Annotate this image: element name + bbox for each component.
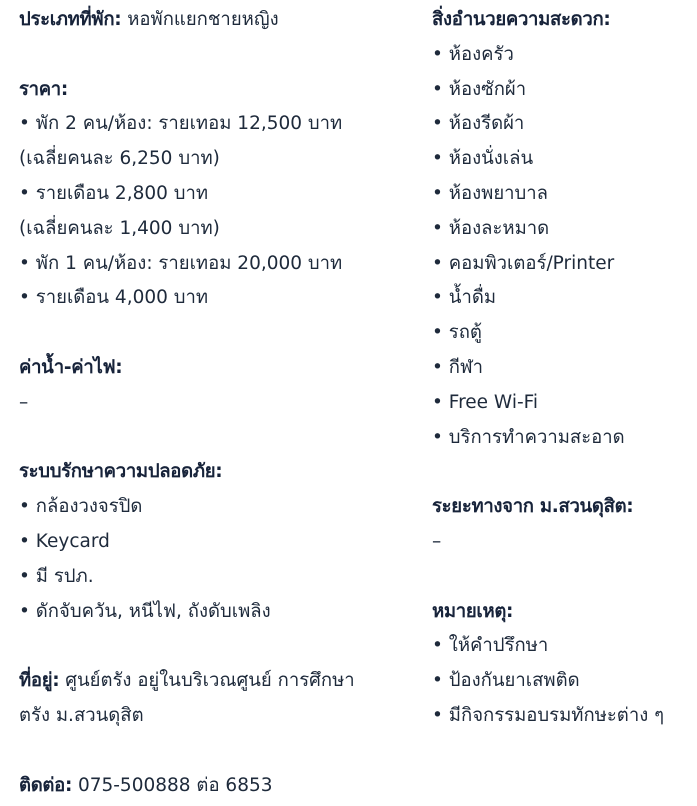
- facility-item: • น้ำดื่ม: [432, 287, 497, 309]
- dorm-type-label: ประเภทที่พัก:: [19, 9, 122, 30]
- left-column: [19, 6, 419, 806]
- spacer: [19, 737, 419, 772]
- facility-item: • ห้องรีดผ้า: [432, 113, 525, 135]
- price-line: (เฉลี่ยคนละ 6,250 บาท): [19, 148, 220, 170]
- facility-item: • ห้องครัว: [432, 43, 514, 65]
- facility-item: • ห้องนั่งเล่น: [432, 148, 534, 170]
- address-value-continued: ตรัง ม.สวนดุสิต: [19, 704, 144, 726]
- price-line: • รายเดือน 2,800 บาท: [19, 182, 209, 204]
- dorm-type-value: หอพักแยกชายหญิง: [121, 9, 279, 30]
- contact-value: 075-500888 ต่อ 6853: [72, 774, 273, 796]
- price-line: (เฉลี่ยคนละ 1,400 บาท): [19, 217, 220, 239]
- facility-item: • ห้องพยาบาล: [432, 182, 549, 204]
- price-line: • รายเดือน 4,000 บาท: [19, 287, 209, 309]
- security-label: ระบบรักษาความปลอดภัย:: [19, 461, 223, 483]
- security-item: • มี รปภ.: [19, 565, 94, 587]
- note-item: • ให้คำปรึกษา: [432, 635, 549, 657]
- address-label: ที่อยู่:: [19, 670, 60, 692]
- utility-label: ค่าน้ำ-ค่าไฟ:: [19, 356, 123, 378]
- price-line: • พัก 1 คน/ห้อง: รายเทอม 20,000 บาท: [19, 252, 343, 274]
- spacer: [19, 424, 419, 459]
- spacer: [19, 41, 419, 76]
- spacer: [432, 563, 694, 598]
- note-item: • มีกิจกรรมอบรมทักษะต่าง ๆ: [432, 704, 665, 726]
- utility-value: –: [19, 391, 29, 413]
- address-line: [19, 667, 419, 702]
- contact-label: ติดต่อ:: [19, 774, 73, 796]
- facility-item: • Free Wi-Fi: [432, 391, 539, 413]
- spacer: [19, 319, 419, 354]
- distance-value: –: [432, 530, 442, 552]
- facility-item: • ห้องซักผ้า: [432, 78, 527, 100]
- address-value: ศูนย์ตรัง อยู่ในบริเวณศูนย์ การศึกษา: [59, 670, 355, 692]
- distance-label: ระยะทางจาก ม.สวนดุสิต:: [432, 496, 634, 518]
- security-item: • Keycard: [19, 530, 110, 552]
- facility-item: • รถตู้: [432, 322, 482, 344]
- facility-item: • ห้องละหมาด: [432, 217, 550, 239]
- note-item: • ป้องกันยาเสพติด: [432, 670, 580, 692]
- facility-item: • กีฬา: [432, 356, 484, 378]
- contact-line: [19, 772, 419, 806]
- price-line: • พัก 2 คน/ห้อง: รายเทอม 12,500 บาท: [19, 113, 343, 135]
- dorm-type-line: [19, 6, 419, 41]
- spacer: [432, 458, 694, 493]
- notes-label: หมายเหตุ:: [432, 600, 514, 622]
- facilities-label: สิ่งอำนวยความสะดวก:: [432, 9, 611, 30]
- security-item: • ดักจับควัน, หนีไฟ, ถังดับเพลิง: [19, 600, 271, 622]
- spacer: [19, 632, 419, 667]
- facility-item: • คอมพิวเตอร์/Printer: [432, 252, 615, 274]
- price-label: ราคา:: [19, 78, 68, 100]
- facility-item: • บริการทำความสะอาด: [432, 426, 625, 448]
- right-column: [432, 6, 694, 737]
- security-item: • กล้องวงจรปิด: [19, 496, 143, 518]
